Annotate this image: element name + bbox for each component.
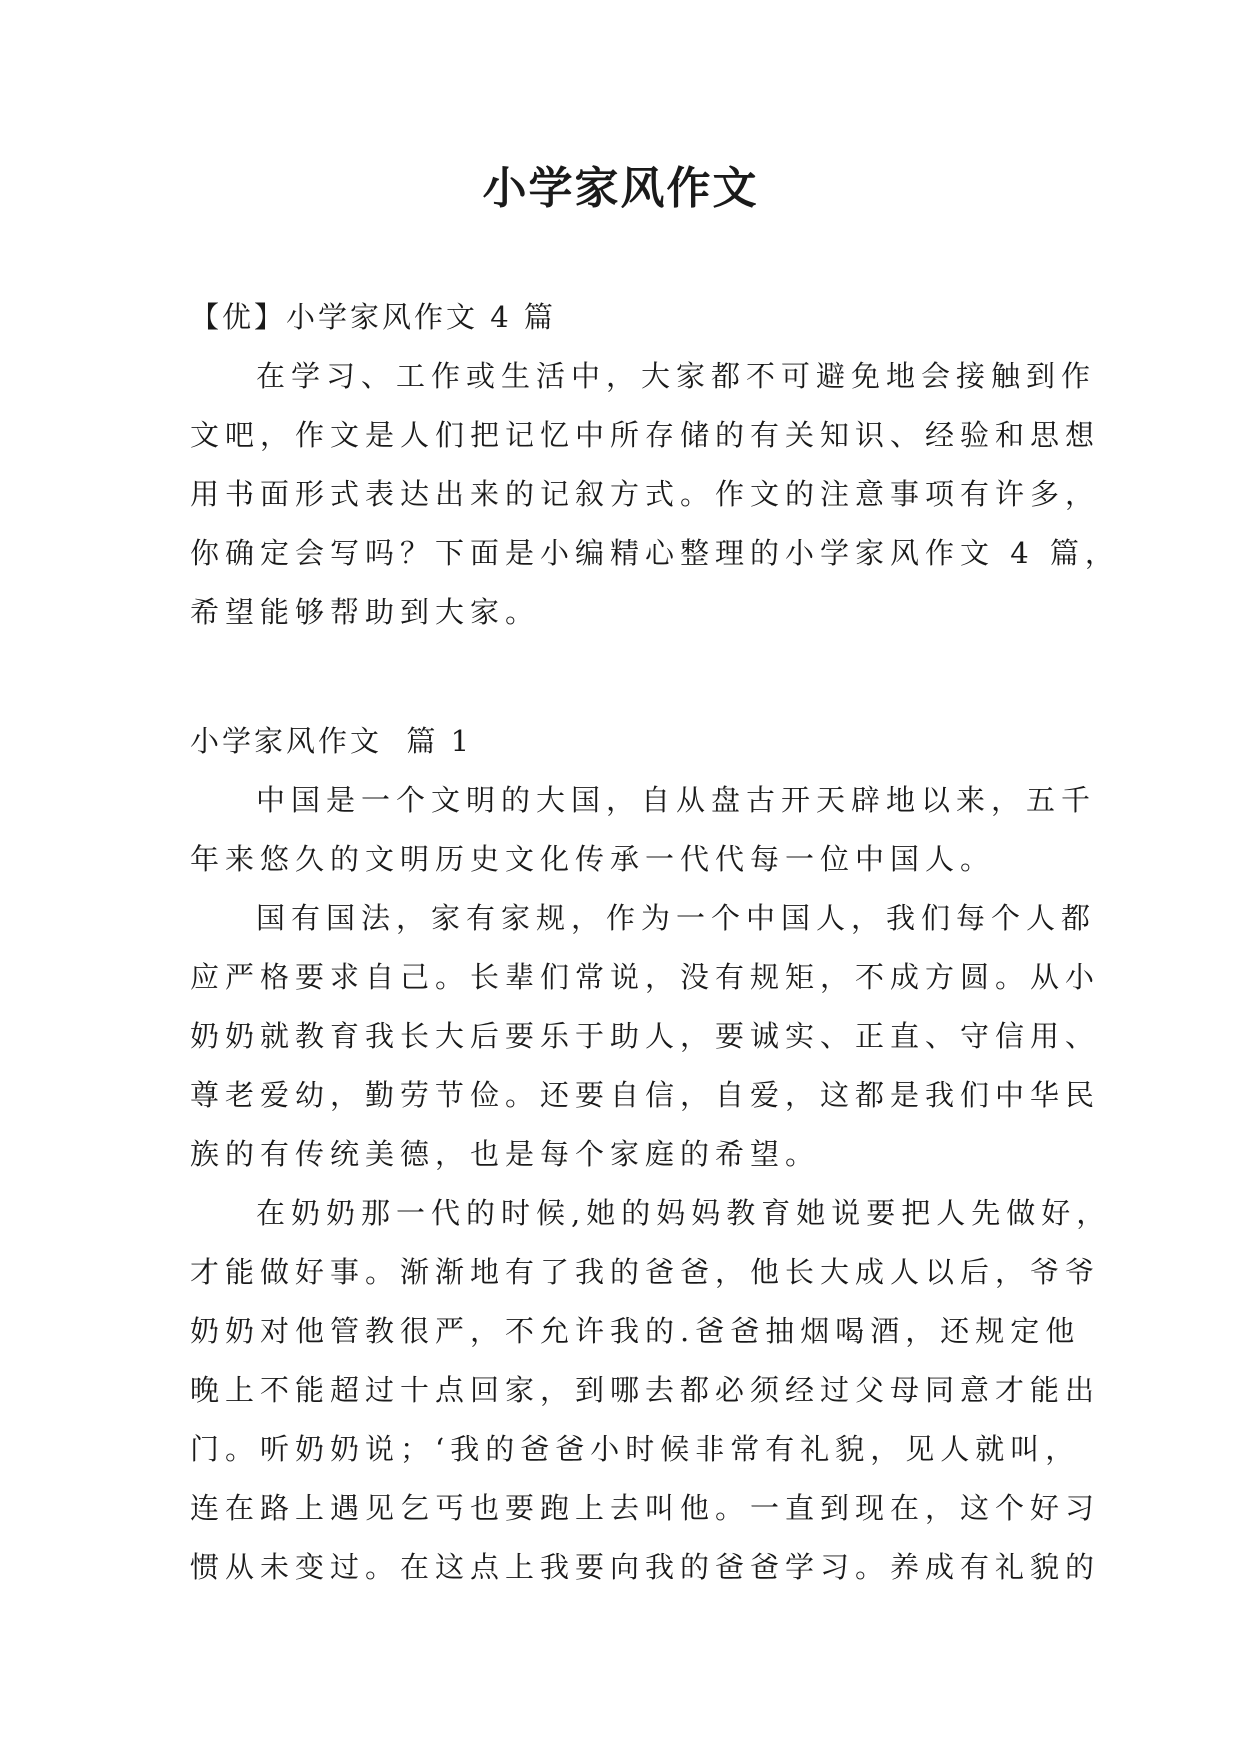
- intro-paragraph: [190, 347, 1120, 642]
- intro-line: 你确定会写吗？下面是小编精心整理的小学家风作文 4 篇，: [190, 536, 1120, 570]
- section-heading: 小学家风作文 篇 1: [190, 724, 473, 758]
- paragraph-line: 族的有传统美德，也是每个家庭的希望。: [190, 1137, 821, 1171]
- paragraph-line: 在奶奶那一代的时候,她的妈妈教育她说要把人先做好，: [256, 1196, 1112, 1230]
- intro-line: 希望能够帮助到大家。: [190, 595, 541, 629]
- paragraph-line: 中国是一个文明的大国，自从盘古开天辟地以来，五千: [256, 783, 1097, 817]
- paragraph-line: 年来悠久的文明历史文化传承一代代每一位中国人。: [190, 842, 996, 876]
- paragraph-3: [190, 1184, 1112, 1597]
- intro-line: 用书面形式表达出来的记叙方式。作文的注意事项有许多，: [190, 477, 1101, 511]
- paragraph-line: 门。听奶奶说；‘我的爸爸小时候非常有礼貌，见人就叫，: [190, 1432, 1081, 1466]
- paragraph-2: [190, 889, 1101, 1184]
- paragraph-line: 奶奶对他管教很严，不允许我的.爸爸抽烟喝酒，还规定他: [190, 1314, 1081, 1348]
- paragraph-1: [190, 771, 1097, 889]
- paragraph-line: 才能做好事。渐渐地有了我的爸爸，他长大成人以后，爷爷: [190, 1255, 1101, 1289]
- paragraph-line: 应严格要求自己。长辈们常说，没有规矩，不成方圆。从小: [190, 960, 1101, 994]
- paragraph-line: 国有国法，家有家规，作为一个中国人，我们每个人都: [256, 901, 1097, 935]
- document-body: [190, 288, 1120, 1597]
- paragraph-line: 惯从未变过。在这点上我要向我的爸爸学习。养成有礼貌的: [190, 1550, 1101, 1584]
- intro-line: 文吧，作文是人们把记忆中所存储的有关知识、经验和思想: [190, 418, 1101, 452]
- section-spacer: [190, 642, 1060, 712]
- paragraph-line: 晚上不能超过十点回家，到哪去都必须经过父母同意才能出: [190, 1373, 1101, 1407]
- intro-line: 在学习、工作或生活中，大家都不可避免地会接触到作: [256, 359, 1097, 393]
- paragraph-line: 奶奶就教育我长大后要乐于助人，要诚实、正直、守信用、: [190, 1019, 1101, 1053]
- paragraph-line: 尊老爱幼，勤劳节俭。还要自信，自爱，这都是我们中华民: [190, 1078, 1101, 1112]
- collection-subtitle: 【优】小学家风作文 4 篇: [190, 300, 556, 334]
- paragraph-line: 连在路上遇见乞丐也要跑上去叫他。一直到现在，这个好习: [190, 1491, 1101, 1525]
- document-title: 小学家风作文: [482, 163, 759, 214]
